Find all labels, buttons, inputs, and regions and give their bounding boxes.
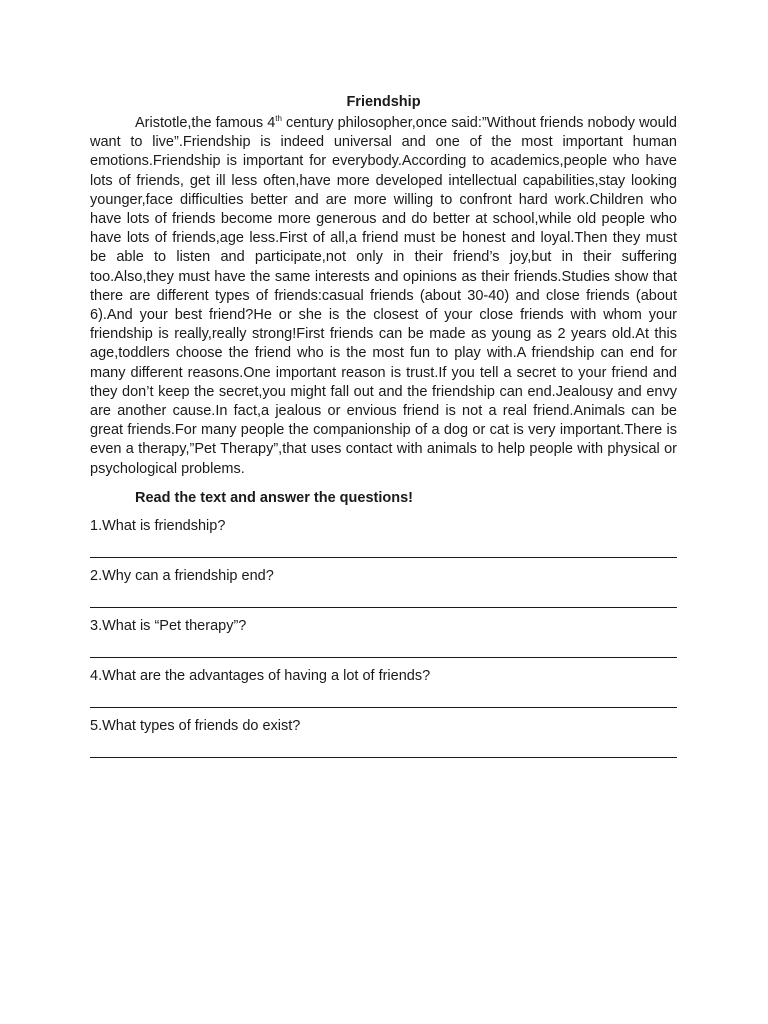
answer-line-2[interactable]	[90, 607, 677, 608]
question-4: 4.What are the advantages of having a lot of friends?	[90, 667, 431, 684]
question-5: 5.What types of friends do exist?	[90, 717, 301, 734]
answer-line-1[interactable]	[90, 557, 677, 558]
answer-line-4[interactable]	[90, 707, 677, 708]
ordinal-superscript: th	[275, 114, 282, 123]
question-3: 3.What is “Pet therapy”?	[90, 617, 247, 634]
paragraph-text-rest: century philosopher,once said:”Without friends nobody would want to live”.Friendship is indeed universal and one of the most important human emotions.Friendship is important for everybody.According to academics,people who have lots of friends, get ill less often,have more developed intellectual capabilities,stay looking younger,face difficulties better and are more willing to confront hard work.Children who have lots of friends become more generous and do better at school,while old people who have lots of friends,age less.First of all,a friend must be honest and loyal.Then they must be able to listen and participate,not only in their friend’s joy,but in their suffering too.Also,they must have the same interests and opinions as their friends.Studies show that there are different types of friends:casual friends (about 30-40) and close friends (about 6).And your best friend?He or she is the closest of your close friends with whom your friendship is really,really strong!First friends can be made as young as 2 years old.At this age,toddlers choose the friend who is the most fun to play with.A friendship can end for many different reasons.One important reason is trust.If you tell a secret to your friend and they don’t keep the secret,you might fall out and the friendship can end.Jealousy and envy are another cause.In fact,a jealous or envious friend is not a real friend.Animals can be great friends.For many people the companionship of a dog or cat is very important.There is even a therapy,”Pet Therapy”,that uses contact with animals to help people with physical or psychological problems.	[90, 115, 677, 477]
paragraph-text-start: Aristotle,the famous 4	[135, 115, 276, 131]
reading-paragraph	[90, 114, 677, 479]
answer-line-3[interactable]	[90, 657, 677, 658]
document-title: Friendship	[346, 94, 421, 110]
question-2: 2.Why can a friendship end?	[90, 567, 274, 584]
instruction-heading: Read the text and answer the questions!	[135, 489, 413, 506]
question-1: 1.What is friendship?	[90, 517, 226, 534]
answer-line-5[interactable]	[90, 757, 677, 758]
worksheet-page	[90, 93, 677, 758]
